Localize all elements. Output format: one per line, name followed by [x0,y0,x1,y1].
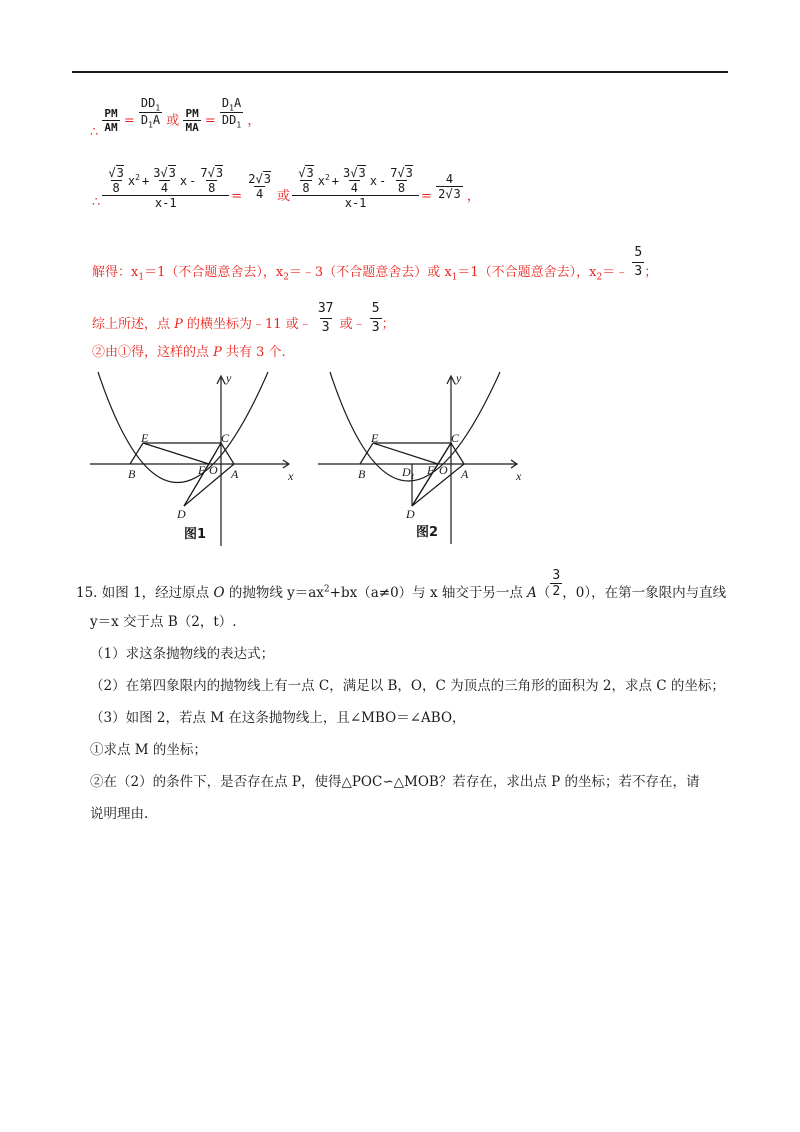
label-a: A [231,467,239,481]
segment-ef-2 [373,443,438,464]
fraction-37-3: $\frac{37}{3}$ [317,301,334,335]
label-x: x [288,469,294,483]
problem-15-sub-2: （2）在第四象限内的抛物线上有一点 C，满足以 B，O，C 为顶点的三角形的面积为 2，求点 C 的坐标； [90,678,725,694]
problem-15-line-2: y＝x 交于点 B（2，t）. [90,614,237,630]
label-e-2: E [371,431,379,445]
problem-number: 15. [76,585,98,601]
problem-15-line-1: 15. 如图 1，经过原点 O 的抛物线 $y=ax^2+bx(a\ne 0)$与 x 轴交于另一点 A（ $\frac{3}{2}$ ，0），在第一象限内与直线 [76,568,727,601]
figure-2 [316,368,526,548]
figure-1 [88,368,298,548]
figure-2-caption: 图2 [416,525,439,540]
label-c-2: C [451,431,460,445]
label-x-2: x [516,469,522,483]
conclusion-line: ②由①得，这样的点 P 共有 3 个. [92,345,286,360]
label-o-2: O [439,463,448,477]
problem-15-sub-3-2: ②在（2）的条件下，是否存在点 P，使得△POC∽△MOB？若存在，求出点 P 的坐标；若不存在，请 [90,774,700,790]
label-b: B [128,467,136,481]
fraction-pm-am: $\frac{PM}{AM}$ [104,107,118,135]
label-y-2: y [456,371,462,385]
polynomial-equation: ∴ $\frac{√3}{8}$ $x^2$ + $\frac{3√3}{4}$ x - $\frac{7√3}{8}$ x-1 = $\frac{2√3}{4}$ 或 $\frac{√3}{8}$ $x^2$ + $\frac{3√3}{4}$ x - $\frac{7√3}{8}$ x-1 = $\frac{4}{2√3}$ ， [92,166,480,210]
ratio-equation: ∴ $\frac{PM}{AM}$ = $\frac{DD_1}{D_1A}$ 或 $\frac{PM}{MA}$ = $\frac{D_1A}{DD_1}$ ， [90,96,261,140]
segment-da-2 [412,464,464,506]
label-e: E [141,431,149,445]
label-b-2: B [358,467,366,481]
therefore-symbol-2: ∴ [92,195,101,210]
left-big-fraction: $\frac{√3}{8}$ $x^2$ + $\frac{3√3}{4}$ x - $\frac{7√3}{8}$ x-1 [104,166,227,210]
fraction-4-2sqrt3: $\frac{4}{2√3}$ [438,171,461,201]
fraction-5-3: $\frac{5}{3}$ [634,245,643,279]
problem-15-sub-3-1: ①求点 M 的坐标； [90,742,207,758]
label-d1: $D_1$ [402,465,415,481]
fraction-2sqrt3-4: $\frac{2√3}{4}$ [248,171,271,201]
solution-line: 解得：$x_1=1$（不合题意舍去），$x_2=﹣3$（不合题意舍去）或 $x_1=1$（不合题意舍去），$x_2=﹣$ $\frac{5}{3}$ ； [92,245,658,283]
parabola-2 [330,372,500,481]
label-d: D [177,507,186,521]
fraction-pm-ma: $\frac{PM}{MA}$ [185,107,199,135]
fraction-d1a-dd1: $\frac{D_1A}{DD_1}$ [221,96,242,130]
label-f-2: F [427,463,435,477]
label-y: y [226,371,232,385]
header-rule [72,71,728,73]
right-big-fraction: $\frac{√3}{8}$ $x^2$ + $\frac{3√3}{4}$ x - $\frac{7√3}{8}$ x-1 [294,166,417,210]
label-o: O [209,463,218,477]
figure-1-caption: 图1 [184,527,207,542]
therefore-symbol: ∴ [90,124,99,140]
label-c: C [221,431,230,445]
segment-ef [143,443,209,464]
problem-15-sub-3: （3）如图 2，若点 M 在这条抛物线上，且∠MBO＝∠ABO， [90,710,466,726]
problem-15-sub-1: （1）求这条抛物线的表达式； [90,646,275,662]
parabola [98,372,268,483]
label-a-2: A [461,467,469,481]
problem-15-sub-3-2-cont: 说明理由. [90,806,149,822]
label-f: F [198,463,206,477]
summary-line: 综上所述，点 P 的横坐标为﹣11 或﹣ $\frac{37}{3}$ 或﹣ $\frac{5}{3}$ ； [92,301,395,335]
fraction-3-2: $\frac{3}{2}$ [552,568,561,599]
fraction-dd1-d1a: $\frac{DD_1}{D_1A}$ [140,96,161,130]
fraction-5-3-b: $\frac{5}{3}$ [371,301,380,335]
label-d-2: D [406,507,415,521]
